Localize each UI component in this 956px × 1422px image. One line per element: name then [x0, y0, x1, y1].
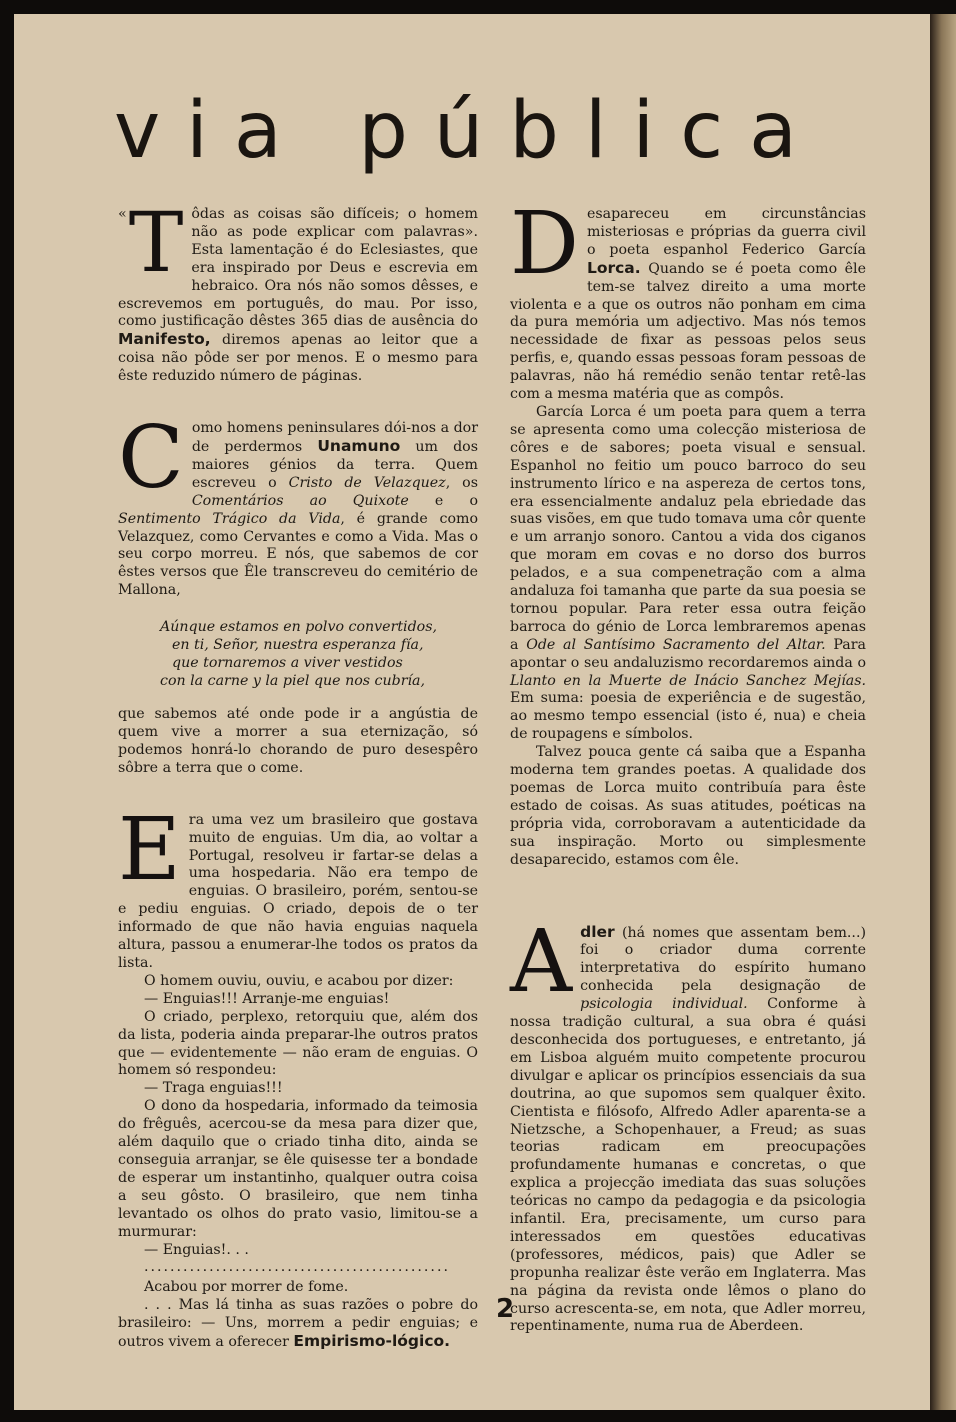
- article-text: Talvez pouca gente cá saiba que a Espanha moderna tem grandes poetas. A qualidade dos poemas de Lorca muito contribuía para êste estado de coisas. As suas atitudes, poéticas na própria vida, corroboravam a autenticidade da sua inspiração. Morto ou simplesmente desaparecido, estamos com êle.: [510, 744, 866, 868]
- article-text: omo homens peninsulares dói-nos a dor de perdermos: [191, 420, 478, 455]
- page-number: 2: [496, 1294, 515, 1324]
- drop-cap-d: D: [510, 194, 579, 294]
- article-text: Quando se é poeta como êle tem-se talvez direito a uma morte violenta e a que os outros não ponham em cima da pura memória um adjectivo. Mas nós temos necessidade de fixar as pessoas pelos seus perfis, e, quando essas pessoas foram pessoas de palavras, não há remédio senão tentar retê-las com a mesma matéria que as compôs.: [510, 260, 866, 403]
- adjacent-page-edge: [930, 14, 956, 1410]
- article-enguias: [118, 799, 478, 1352]
- article-text: Em suma: poesia de experiência e de sugestão, ao mesmo tempo essencial (isto é, nua) e cheia de roupagens e símbolos.: [510, 690, 866, 743]
- book-title: Sentimento Trágico da Vida: [118, 510, 341, 527]
- manifesto-name: Manifesto,: [118, 330, 211, 349]
- poem-line: Aúnque estamos en polvo convertidos,: [160, 619, 438, 636]
- left-column: [118, 196, 479, 1352]
- drop-cap-e: E: [118, 799, 181, 900]
- poem-title: Ode al Santísimo Sacramento del Altar.: [526, 636, 826, 653]
- dotted-separator: ...............................................: [144, 1259, 450, 1276]
- page-title: via pública: [114, 86, 823, 176]
- poem-verse: [118, 618, 478, 690]
- article-text: Acabou por morrer de fome.: [144, 1279, 349, 1296]
- article-text: , é grande como Velazquez, como Cervantes e como a Vida. Mas o seu corpo morreu. E nós, que sabemos de cor êstes versos que Êle transcreveu do cemitério de Mallona,: [118, 510, 478, 599]
- article-unamuno: [118, 408, 479, 778]
- book-title: Comentários ao Quixote: [191, 492, 409, 509]
- article-text: ôdas as coisas são difíceis; o homem não as pode explicar com palavras». Esta lamentação é do Eclesiastes, que era inspirado por Deus e escrevia em hebraico. Ora nós não somos dêsses, e escrevemos em português, do mau. Por isso, como justificação dêstes 365 dias de ausência do: [118, 206, 478, 330]
- right-column: [510, 194, 867, 1336]
- article-lorca: [510, 194, 867, 870]
- article-text: e o: [408, 492, 478, 509]
- book-title: Cristo de Velazquez: [288, 474, 446, 491]
- drop-cap-c: C: [118, 408, 184, 509]
- article-text: García Lorca é um poeta para quem a terra se apresenta como uma colecção misteriosa de côres e de sabores; poeta visual e sensual. Espanhol no feitio um pouco barroco do seu instrumento lírico e na aspereza de certos tons, era essencialmente andaluz pela ebriedade das suas visões, em que tudo tomava uma côr quente e um arranjo sonoro. Cantou a vida dos ciganos que moram em covas e no dorso dos burros pelados, e a sua compenetração com a alma andaluza foi tamanha que parte da sua poesia se tornou popular. Para reter essa outra feição barroca do génio de Lorca lembraremos apenas a: [510, 403, 866, 653]
- poem-line: en ti, Señor, nuestra esperanza fía,: [172, 637, 424, 654]
- poem-line: que tornaremos a viver vestidos: [172, 655, 403, 672]
- lorca-name: Lorca.: [586, 258, 641, 277]
- article-text: . . . Mas lá tinha as suas razões o pobre do brasileiro: — Uns, morrem a pedir enguias; e outros vivem a oferecer: [118, 1297, 478, 1351]
- article-text: Para apontar o seu andaluzismo recordaremos ainda o: [510, 636, 867, 671]
- poem-title: Llanto en la Muerte de Inácio Sanchez Mejías.: [510, 672, 866, 689]
- unamuno-name: Unamuno: [317, 436, 401, 455]
- poem-line: con la carne y la piel que nos cubría,: [160, 673, 426, 690]
- article-text: O homem ouviu, ouviu, e acabou por dizer:: [144, 972, 454, 989]
- article-ecclesiastes: [118, 196, 478, 386]
- article-text: Conforme à nossa tradição cultural, a sua obra é quási desconhecida dos portugueses, e entretanto, já em Lisboa alguém muito competente procurou divulgar e aplicar os princípios essenciais da sua doutrina, ao que supomos sem qualquer êxito. Cientista e filósofo, Alfredo Adler aparenta-se a Nietzsche, a Schopenhauer, a Freud; as suas teorias radicam em preocupações profundamente humanas e concretas, o que explica a projecção imediata das suas soluções teóricas no campo da pedagogia e da psicologia infantil. Era, precisamente, um curso para interessados em questões educativas (professores, médicos, pais) que Adler se propunha realizar êste verão em Inglaterra. Mas na página da revista onde lêmos o plano do curso acrescenta-se, em nota, que Adler morreu, repentinamente, numa rua de Aberdeen.: [510, 996, 866, 1335]
- drop-cap-a: A: [510, 911, 573, 1012]
- dialogue-line: — Enguias!!! Arranje-me enguias!: [144, 990, 390, 1007]
- article-text: diremos apenas ao leitor que a coisa não pôde ser por menos. E o mesmo para êste reduzido número de páginas.: [118, 332, 478, 385]
- article-text: O criado, perplexo, retorquiu que, além dos da lista, poderia ainda preparar-lhe outros pratos que — evidentemente — não eram de enguias. O homem só respondeu:: [118, 1008, 478, 1079]
- dialogue-line: — Traga enguias!!!: [144, 1080, 283, 1097]
- article-text: (há nomes que assentam bem...) foi o criador duma corrente interpretativa do espírito humano conhecida pela designação de: [580, 924, 866, 995]
- article-adler: [510, 911, 866, 1337]
- article-text: O dono da hospedaria, informado da teimosia do frêguês, acercou-se da mesa para dizer que, além daquilo que o criado tinha dito, ainda se conseguia arranjar, se êle quisesse ter a bondade de esperar um instantinho, qualquer outra coisa a seu gôsto. O brasileiro, que nem tinha levantado os olhos do prato vasio, limitou-se a murmurar:: [118, 1098, 478, 1240]
- article-text: que sabemos até onde pode ir a angústia de quem vive a morrer a sua eternização, só podemos honrá-lo chorando de puro desespêro sôbre a terra que o come.: [118, 706, 478, 776]
- opening-quote: «: [118, 206, 127, 222]
- magazine-page: [14, 14, 930, 1410]
- article-text: um dos maiores génios da terra. Quem escreveu o: [191, 438, 479, 491]
- article-text: esapareceu em circunstâncias misteriosas e próprias da guerra civil o poeta espanhol Federico García: [586, 206, 866, 258]
- empirismo-name: Empirismo-lógico.: [293, 1332, 451, 1351]
- drop-cap-t: T: [128, 196, 184, 291]
- term-italic: psicologia individual.: [580, 996, 748, 1013]
- dialogue-line: — Enguias!. . .: [144, 1241, 249, 1258]
- adler-name: dler: [580, 922, 615, 941]
- article-text: ra uma vez um brasileiro que gostava muito de enguias. Um dia, ao voltar a Portugal, resolveu ir fartar-se delas a uma hospedaria. Não era tempo de enguias. O brasileiro, porém, sentou-se e pediu enguias. O criado, depois de o ter informado de que não havia enguias naquela altura, passou a enumerar-lhe todos os pratos da lista.: [118, 811, 478, 971]
- article-text: , os: [445, 474, 478, 491]
